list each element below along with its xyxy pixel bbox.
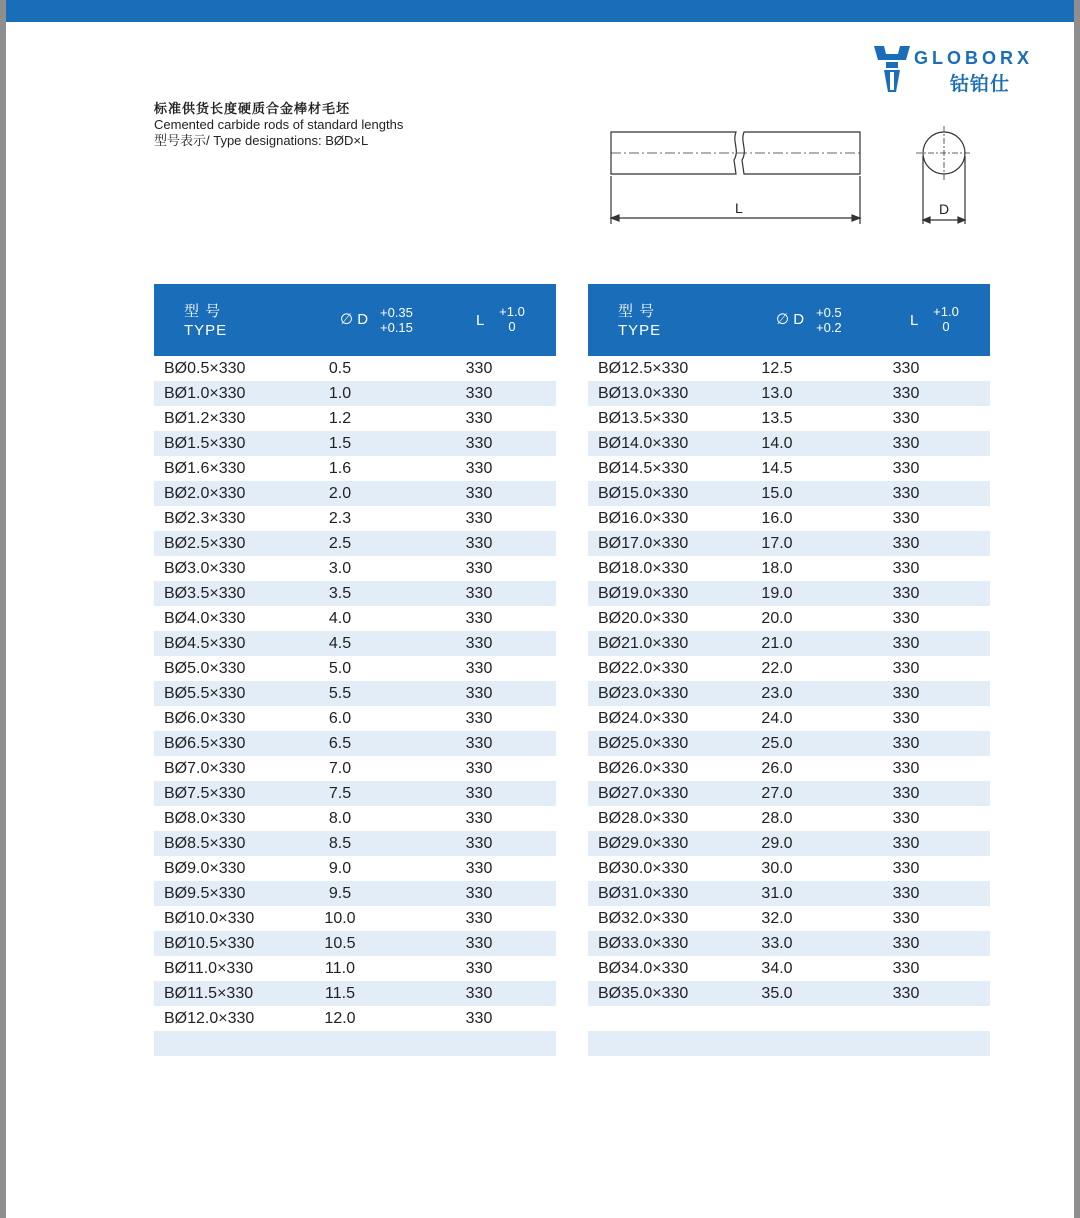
cell-length: 330	[465, 910, 493, 927]
heading-designation: 型号表示/ Type designations: BØD×L	[154, 133, 369, 148]
cell-length: 330	[465, 485, 493, 502]
cell-diameter: 25.0	[761, 735, 793, 752]
cell-type: BØ17.0×330	[598, 535, 689, 552]
cell-diameter: 2.0	[328, 485, 352, 502]
table-row	[588, 406, 990, 431]
type-header-en: TYPE	[184, 322, 228, 339]
cell-diameter: 1.6	[328, 460, 352, 477]
diameter-tolerance	[816, 305, 842, 335]
cell-length: 330	[892, 810, 920, 827]
cell-type: BØ25.0×330	[598, 735, 689, 752]
cell-length: 330	[465, 1010, 493, 1027]
cell-type: BØ33.0×330	[598, 935, 689, 952]
table-row	[588, 856, 990, 881]
cell-length: 330	[892, 910, 920, 927]
cell-length: 330	[892, 710, 920, 727]
cell-length: 330	[892, 985, 920, 1002]
cell-type: BØ22.0×330	[598, 660, 689, 677]
cell-length: 330	[465, 435, 493, 452]
length-dim-label: L	[735, 200, 743, 216]
cell-length: 330	[892, 635, 920, 652]
cell-length: 330	[892, 960, 920, 977]
table-row	[588, 831, 990, 856]
cell-length: 330	[892, 585, 920, 602]
cell-length: 330	[892, 510, 920, 527]
table-row	[154, 881, 556, 906]
cell-length: 330	[892, 735, 920, 752]
diameter-header: ∅ D	[340, 311, 369, 328]
cell-diameter: 3.5	[328, 585, 352, 602]
table-row	[154, 781, 556, 806]
table-row	[588, 381, 990, 406]
cell-diameter: 15.0	[761, 485, 793, 502]
cell-diameter: 32.0	[761, 910, 793, 927]
cell-length: 330	[465, 660, 493, 677]
table-row	[588, 981, 990, 1006]
cell-type: BØ7.5×330	[164, 785, 246, 802]
table-header	[588, 284, 990, 356]
cell-diameter: 26.0	[761, 760, 793, 777]
catalog-page	[6, 0, 1074, 1218]
cell-diameter: 11.0	[325, 960, 355, 977]
diameter-tol-upper: +0.35	[380, 305, 413, 320]
table-row	[588, 556, 990, 581]
length-tol-upper: +1.0	[499, 304, 525, 319]
cell-type: BØ6.5×330	[164, 735, 246, 752]
cell-diameter: 27.0	[761, 785, 793, 802]
cell-type: BØ30.0×330	[598, 860, 689, 877]
cell-type: BØ4.5×330	[164, 635, 246, 652]
table-filler-row	[154, 1031, 556, 1056]
table-row	[154, 906, 556, 931]
cell-diameter: 30.0	[761, 860, 793, 877]
cell-type: BØ14.0×330	[598, 435, 689, 452]
brand-name-cn: 钴铂仕	[950, 74, 1011, 95]
cell-length: 330	[892, 385, 920, 402]
cell-length: 330	[892, 835, 920, 852]
table-row	[588, 481, 990, 506]
brand-logo	[868, 44, 1068, 98]
cell-length: 330	[892, 360, 920, 377]
table-row	[154, 531, 556, 556]
table-row	[588, 781, 990, 806]
spec-heading	[154, 101, 403, 149]
diameter-tol-lower: +0.15	[380, 320, 413, 335]
cell-length: 330	[892, 860, 920, 877]
cell-diameter: 28.0	[761, 810, 793, 827]
cell-diameter: 11.5	[325, 985, 355, 1002]
table-row	[588, 356, 990, 381]
table-row	[154, 406, 556, 431]
cell-type: BØ11.5×330	[164, 985, 254, 1002]
cell-diameter: 33.0	[761, 935, 793, 952]
cell-type: BØ34.0×330	[598, 960, 689, 977]
cell-type: BØ31.0×330	[598, 885, 689, 902]
cell-diameter: 1.5	[328, 435, 352, 452]
globorx-emblem-icon	[872, 44, 912, 94]
cell-type: BØ3.5×330	[164, 585, 246, 602]
cell-type: BØ32.0×330	[598, 910, 689, 927]
table-row	[588, 531, 990, 556]
length-tolerance	[926, 304, 966, 334]
cell-diameter: 14.0	[761, 435, 793, 452]
diameter-header: ∅ D	[776, 311, 805, 328]
cell-type: BØ16.0×330	[598, 510, 689, 527]
cell-diameter: 2.5	[328, 535, 352, 552]
table-row	[154, 656, 556, 681]
table-row	[154, 506, 556, 531]
diameter-tol-upper: +0.5	[816, 305, 842, 320]
cell-diameter: 9.0	[328, 860, 352, 877]
cell-type: BØ20.0×330	[598, 610, 689, 627]
cell-length: 330	[465, 535, 493, 552]
cell-diameter: 8.5	[328, 835, 352, 852]
cell-type: BØ1.5×330	[164, 435, 246, 452]
cell-type: BØ1.0×330	[164, 385, 246, 402]
cell-diameter: 31.0	[761, 885, 793, 902]
cell-length: 330	[892, 535, 920, 552]
cell-length: 330	[465, 460, 493, 477]
cell-diameter: 16.0	[761, 510, 793, 527]
cell-type: BØ23.0×330	[598, 685, 689, 702]
length-header: L	[476, 312, 485, 329]
cell-length: 330	[465, 710, 493, 727]
table-row	[154, 356, 556, 381]
cell-length: 330	[892, 610, 920, 627]
cell-length: 330	[892, 935, 920, 952]
table-row	[154, 456, 556, 481]
cell-type: BØ28.0×330	[598, 810, 689, 827]
table-filler-row	[588, 1031, 990, 1056]
table-row	[154, 381, 556, 406]
rod-table-left	[154, 284, 556, 1056]
cell-diameter: 5.5	[328, 685, 352, 702]
table-row	[588, 431, 990, 456]
cell-diameter: 24.0	[761, 710, 793, 727]
cell-length: 330	[465, 860, 493, 877]
length-tolerance	[492, 304, 532, 334]
cell-length: 330	[892, 760, 920, 777]
table-row	[154, 756, 556, 781]
cell-diameter: 2.3	[328, 510, 352, 527]
cell-type: BØ3.0×330	[164, 560, 246, 577]
cell-diameter: 29.0	[761, 835, 793, 852]
cell-diameter: 1.2	[328, 410, 352, 427]
cell-type: BØ14.5×330	[598, 460, 689, 477]
cell-length: 330	[465, 685, 493, 702]
length-tol-lower: 0	[508, 319, 516, 334]
cell-diameter: 4.5	[328, 635, 352, 652]
cell-diameter: 21.0	[761, 635, 793, 652]
cell-type: BØ2.0×330	[164, 485, 246, 502]
cell-type: BØ15.0×330	[598, 485, 689, 502]
rod-dimension-diagram	[606, 122, 986, 232]
cell-length: 330	[465, 360, 493, 377]
cell-length: 330	[465, 760, 493, 777]
cell-length: 330	[465, 935, 493, 952]
top-banner	[6, 0, 1074, 22]
cell-type: BØ1.6×330	[164, 460, 246, 477]
cell-diameter: 8.0	[328, 810, 352, 827]
cell-type: BØ10.5×330	[164, 935, 255, 952]
cell-diameter: 13.5	[761, 410, 793, 427]
cell-length: 330	[892, 660, 920, 677]
cell-length: 330	[465, 635, 493, 652]
table-body	[588, 356, 990, 1056]
cell-type: BØ12.0×330	[164, 1010, 255, 1027]
cell-diameter: 6.0	[328, 710, 352, 727]
cell-length: 330	[465, 610, 493, 627]
cell-length: 330	[892, 435, 920, 452]
table-row	[588, 931, 990, 956]
cell-diameter: 4.0	[328, 610, 352, 627]
cell-length: 330	[465, 510, 493, 527]
cell-type: BØ12.5×330	[598, 360, 689, 377]
rod-table-right	[588, 284, 990, 1056]
cell-length: 330	[465, 835, 493, 852]
cell-type: BØ27.0×330	[598, 785, 689, 802]
table-row	[588, 731, 990, 756]
table-row	[154, 681, 556, 706]
cell-length: 330	[465, 385, 493, 402]
cell-length: 330	[465, 885, 493, 902]
cell-type: BØ35.0×330	[598, 985, 689, 1002]
table-row	[154, 431, 556, 456]
cell-type: BØ9.5×330	[164, 885, 246, 902]
brand-name-en: GLOBORX	[914, 48, 1034, 68]
cell-length: 330	[465, 735, 493, 752]
cell-type: BØ8.5×330	[164, 835, 246, 852]
table-row	[588, 806, 990, 831]
cell-length: 330	[892, 785, 920, 802]
table-row	[154, 581, 556, 606]
table-row	[588, 606, 990, 631]
table-row	[588, 456, 990, 481]
diameter-tol-lower: +0.2	[816, 320, 842, 335]
cell-diameter: 12.5	[761, 360, 793, 377]
cell-diameter: 14.5	[761, 460, 793, 477]
table-row	[588, 681, 990, 706]
type-header-cn: 型 号	[184, 303, 222, 320]
cell-diameter: 13.0	[761, 385, 793, 402]
cell-diameter: 0.5	[328, 360, 352, 377]
table-row	[588, 506, 990, 531]
cell-diameter: 10.5	[324, 935, 356, 952]
cell-type: BØ4.0×330	[164, 610, 246, 627]
cell-type: BØ21.0×330	[598, 635, 689, 652]
cell-diameter: 7.0	[328, 760, 352, 777]
cell-length: 330	[465, 960, 493, 977]
cell-diameter: 6.5	[328, 735, 352, 752]
table-row	[588, 756, 990, 781]
cell-diameter: 1.0	[328, 385, 352, 402]
length-tol-upper: +1.0	[933, 304, 959, 319]
table-row	[588, 656, 990, 681]
table-row	[588, 956, 990, 981]
heading-cn: 标准供货长度硬质合金棒材毛坯	[154, 101, 351, 116]
cell-type: BØ2.5×330	[164, 535, 246, 552]
cell-diameter: 23.0	[761, 685, 793, 702]
cell-length: 330	[892, 885, 920, 902]
cell-type: BØ9.0×330	[164, 860, 246, 877]
length-tol-lower: 0	[942, 319, 950, 334]
diameter-tolerance	[380, 305, 413, 335]
cell-diameter: 17.0	[761, 535, 793, 552]
table-row	[588, 881, 990, 906]
table-row	[154, 556, 556, 581]
table-row	[154, 806, 556, 831]
cell-type: BØ13.5×330	[598, 410, 689, 427]
cell-type: BØ1.2×330	[164, 410, 246, 427]
cell-diameter: 3.0	[328, 560, 352, 577]
table-row	[588, 906, 990, 931]
cell-length: 330	[892, 560, 920, 577]
cell-length: 330	[465, 410, 493, 427]
cell-length: 330	[892, 685, 920, 702]
table-row	[154, 631, 556, 656]
table-header	[154, 284, 556, 356]
cell-diameter: 22.0	[761, 660, 793, 677]
cell-diameter: 34.0	[761, 960, 793, 977]
table-row	[154, 981, 556, 1006]
cell-type: BØ11.0×330	[164, 960, 254, 977]
cell-length: 330	[465, 585, 493, 602]
table-row	[154, 731, 556, 756]
table-row	[588, 581, 990, 606]
table-row	[154, 956, 556, 981]
cell-type: BØ18.0×330	[598, 560, 689, 577]
table-row	[154, 481, 556, 506]
cell-type: BØ24.0×330	[598, 710, 689, 727]
cell-length: 330	[465, 810, 493, 827]
cell-type: BØ5.0×330	[164, 660, 246, 677]
cell-diameter: 10.0	[324, 910, 356, 927]
table-row	[154, 1006, 556, 1031]
cell-length: 330	[465, 985, 493, 1002]
cell-length: 330	[465, 560, 493, 577]
cell-length: 330	[892, 460, 920, 477]
cell-type: BØ10.0×330	[164, 910, 255, 927]
cell-type: BØ7.0×330	[164, 760, 246, 777]
table-row	[154, 706, 556, 731]
cell-diameter: 19.0	[761, 585, 793, 602]
cell-diameter: 18.0	[761, 560, 793, 577]
cell-type: BØ26.0×330	[598, 760, 689, 777]
table-body	[154, 356, 556, 1056]
type-header	[184, 302, 227, 340]
table-row	[154, 606, 556, 631]
table-row	[154, 831, 556, 856]
cell-type: BØ5.5×330	[164, 685, 246, 702]
type-header-cn: 型 号	[618, 303, 656, 320]
diameter-dim-label: D	[939, 201, 950, 217]
table-filler-row	[588, 1006, 990, 1031]
cell-length: 330	[465, 785, 493, 802]
cell-type: BØ0.5×330	[164, 360, 246, 377]
cell-diameter: 12.0	[324, 1010, 356, 1027]
cell-type: BØ19.0×330	[598, 585, 689, 602]
cell-type: BØ2.3×330	[164, 510, 246, 527]
length-header: L	[910, 312, 919, 329]
cell-diameter: 9.5	[328, 885, 352, 902]
table-row	[154, 931, 556, 956]
cell-length: 330	[892, 410, 920, 427]
type-header	[618, 302, 661, 340]
cell-diameter: 35.0	[761, 985, 793, 1002]
cell-diameter: 5.0	[328, 660, 352, 677]
table-row	[588, 631, 990, 656]
table-row	[154, 856, 556, 881]
table-row	[588, 706, 990, 731]
cell-type: BØ8.0×330	[164, 810, 246, 827]
cell-type: BØ29.0×330	[598, 835, 689, 852]
cell-diameter: 7.5	[328, 785, 352, 802]
cell-type: BØ13.0×330	[598, 385, 689, 402]
type-header-en: TYPE	[618, 322, 662, 339]
cell-type: BØ6.0×330	[164, 710, 246, 727]
cell-length: 330	[892, 485, 920, 502]
cell-diameter: 20.0	[761, 610, 793, 627]
heading-en: Cemented carbide rods of standard lengths	[154, 117, 404, 132]
